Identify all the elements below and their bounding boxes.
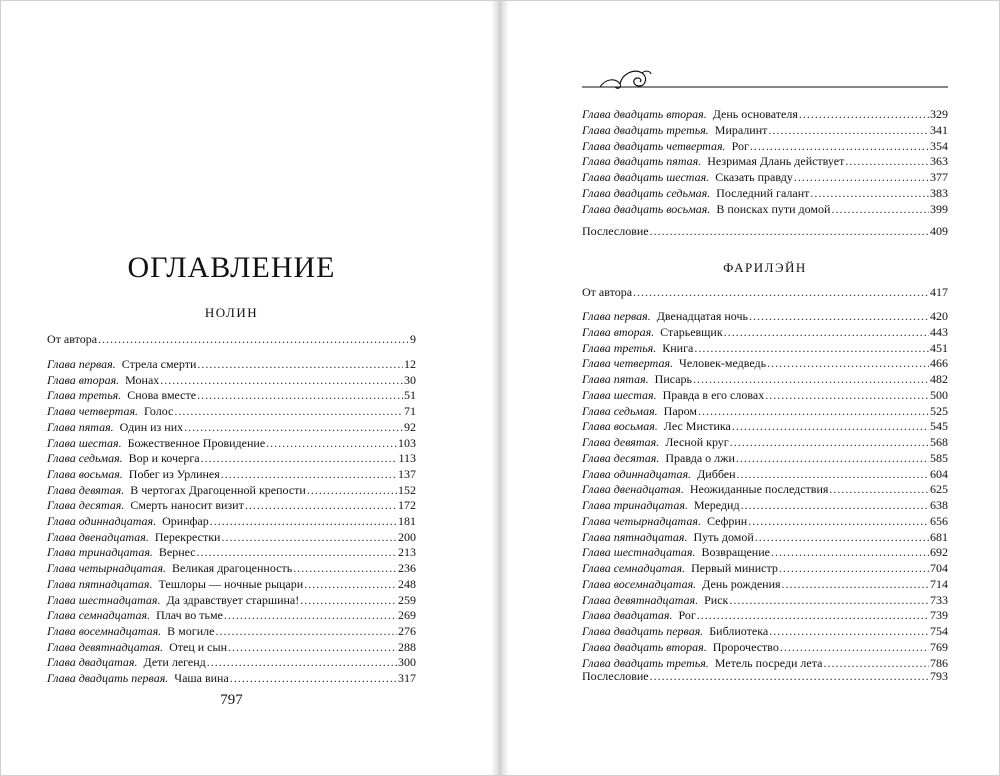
toc-entry-chapter: Глава двенадцатая. xyxy=(582,482,684,497)
toc-entry-title: Божественное Провидение xyxy=(127,435,266,450)
leader-dots xyxy=(230,670,397,686)
toc-entry-chapter: Глава одиннадцатая. xyxy=(47,514,157,528)
leader-dots xyxy=(174,403,403,419)
toc-entry-title: Возвращение xyxy=(701,545,770,560)
toc-entry-title: Риск xyxy=(704,592,729,607)
toc-entry-title: Голос xyxy=(144,404,174,419)
toc-entry-page: 681 xyxy=(930,529,948,544)
toc-entry xyxy=(582,450,948,466)
toc-entry-chapter: Глава двадцать седьмая. xyxy=(582,186,711,200)
toc-entry-chapter: Глава пятнадцатая. xyxy=(582,529,688,544)
toc-entry-title: Да здравствует старшина! xyxy=(166,592,300,607)
toc-entry-page: 236 xyxy=(398,561,416,576)
toc-entry-page: 585 xyxy=(930,450,948,465)
toc-entry-page: 399 xyxy=(930,201,948,216)
toc-entry-chapter: Глава четвертая. xyxy=(582,356,674,371)
toc-entry-chapter: Глава седьмая. xyxy=(47,451,123,466)
toc-entry-afterword xyxy=(582,668,948,684)
toc-entry xyxy=(47,387,416,403)
toc-entry-page: 383 xyxy=(930,186,948,200)
toc-entry-chapter: Глава десятая. xyxy=(47,498,125,513)
toc-entry-page: 786 xyxy=(930,655,948,670)
toc-entry xyxy=(582,576,948,592)
toc-entry xyxy=(47,670,416,686)
toc-entry-page: 377 xyxy=(930,170,948,185)
toc-entry xyxy=(582,340,948,356)
leader-dots xyxy=(736,450,929,466)
toc-entry-chapter: Глава десятая. xyxy=(582,450,660,465)
toc-entry-page: 769 xyxy=(930,639,948,654)
toc-entry xyxy=(582,403,948,419)
toc-entry-chapter: Глава шестнадцатая. xyxy=(47,592,161,607)
toc-entry-title: Писарь xyxy=(654,372,693,386)
toc-entry-page: 300 xyxy=(398,655,416,670)
toc-entry-chapter: Глава двадцать вторая. xyxy=(582,639,707,654)
leader-dots xyxy=(693,371,929,387)
toc-entry-chapter: Глава третья. xyxy=(582,340,657,355)
toc-entry-title: Послесловие xyxy=(582,224,649,238)
toc-entry-page: 420 xyxy=(930,309,948,323)
leader-dots xyxy=(755,529,929,545)
toc-entry-title: Старьевщик xyxy=(660,324,723,339)
toc-entry-page: 152 xyxy=(398,482,416,497)
toc-entry-page: 259 xyxy=(398,592,416,607)
toc-entry-page: 625 xyxy=(930,482,948,497)
leader-dots xyxy=(831,201,929,217)
leader-dots xyxy=(829,481,929,497)
toc-entry-title: День основателя xyxy=(712,107,798,121)
toc-entry-chapter: Глава восьмая. xyxy=(582,419,658,434)
toc-entry xyxy=(47,592,416,608)
toc-entry-chapter: Глава двадцать третья. xyxy=(582,122,709,137)
leader-dots xyxy=(184,419,403,435)
toc-entry-chapter: Глава двадцатая. xyxy=(47,655,138,670)
toc-entry xyxy=(47,654,416,670)
leader-dots xyxy=(160,372,403,388)
section-title-nolin: НОЛИН xyxy=(204,305,259,320)
flourish-ornament xyxy=(582,64,948,94)
toc-entry-chapter: Глава вторая. xyxy=(582,324,655,339)
toc-entry-page: 692 xyxy=(930,545,948,560)
leader-dots xyxy=(698,403,929,419)
toc-entry-title: День рождения xyxy=(702,576,781,591)
toc-entry xyxy=(582,308,948,324)
toc-entry-chapter: Глава двадцатая. xyxy=(582,608,673,623)
toc-entry-page: 200 xyxy=(398,529,416,544)
toc-entry-chapter: Глава девятнадцатая. xyxy=(47,639,164,654)
toc-entry-page: 704 xyxy=(930,561,948,575)
toc-entry-title: Последний галант xyxy=(716,186,810,200)
toc-entry-title: Вернес xyxy=(158,545,196,560)
toc-entry-chapter: Глава девятая. xyxy=(582,435,660,449)
toc-entry xyxy=(582,560,948,576)
toc-entry-page: 525 xyxy=(930,403,948,418)
toc-entry xyxy=(47,497,416,513)
leader-dots xyxy=(794,169,929,185)
toc-entry-title: В поисках пути домой xyxy=(716,201,831,216)
toc-entry-title: Монах xyxy=(125,372,160,387)
leader-dots xyxy=(730,434,929,450)
toc-entry-chapter: Глава семнадцатая. xyxy=(47,608,151,623)
toc-entry-title: Плач во тьме xyxy=(156,608,223,623)
toc-entry-intro xyxy=(582,284,948,300)
toc-entry xyxy=(47,403,416,419)
toc-entry-page: 181 xyxy=(398,514,416,528)
toc-entry-page: 451 xyxy=(930,340,948,355)
toc-entry-page: 341 xyxy=(930,122,948,137)
toc-entry-title: Лесной круг xyxy=(665,435,729,449)
leader-dots xyxy=(245,497,397,513)
leader-dots xyxy=(771,544,929,560)
toc-entry-chapter: Глава восемнадцатая. xyxy=(582,576,697,591)
toc-entry-intro xyxy=(47,331,416,347)
toc-entry-title: Великая драгоценность xyxy=(171,561,293,576)
toc-entry-chapter: Глава четырнадцатая. xyxy=(582,513,701,528)
toc-entry-page: 113 xyxy=(398,451,416,466)
toc-entry-page: 417 xyxy=(930,285,948,299)
toc-entry-page: 137 xyxy=(398,466,416,481)
toc-entry-page: 248 xyxy=(398,576,416,591)
toc-entry-page: 172 xyxy=(398,498,416,513)
toc-entry-chapter: Глава четырнадцатая. xyxy=(47,561,166,576)
toc-entry-title: Пророчество xyxy=(712,639,779,654)
leader-dots xyxy=(197,356,403,372)
toc-entry-title: В чертогах Драгоценной крепости xyxy=(130,482,306,497)
toc-entry-chapter: Глава двадцать вторая. xyxy=(582,107,707,121)
toc-entry-chapter: Глава двадцать третья. xyxy=(582,655,709,670)
toc-entry-title: Неожиданные последствия xyxy=(689,482,829,497)
toc-entry-chapter: Глава девятнадцатая. xyxy=(582,592,699,607)
toc-entry-title: Правда в его словах xyxy=(662,387,765,402)
leader-dots xyxy=(782,576,929,592)
toc-entry-page: 793 xyxy=(930,669,948,683)
leader-dots xyxy=(845,153,929,169)
toc-entry-title: Один из них xyxy=(119,419,184,434)
toc-entry-title: Сказать правду xyxy=(715,170,793,185)
toc-entry-title: Рог xyxy=(678,608,696,623)
toc-entry-chapter: Глава шестая. xyxy=(582,387,657,402)
toc-entry-page: 754 xyxy=(930,624,948,638)
toc-heading: ОГЛАВЛЕНИЕ xyxy=(127,251,336,284)
toc-entry-page: 9 xyxy=(410,332,416,346)
toc-entry-title: Отец и сын xyxy=(169,639,227,654)
leader-dots xyxy=(221,466,397,482)
toc-entry-chapter: Глава двадцать пятая. xyxy=(582,154,702,169)
toc-entry-title: От автора xyxy=(47,332,98,346)
leader-dots xyxy=(266,435,397,451)
toc-entry-page: 739 xyxy=(930,608,948,623)
toc-entry-title: Путь домой xyxy=(693,529,754,544)
leader-dots xyxy=(748,513,929,529)
leader-dots xyxy=(697,607,929,623)
toc-entry xyxy=(47,466,416,482)
toc-entry-page: 92 xyxy=(404,419,416,434)
toc-entry xyxy=(582,355,948,371)
toc-entry-chapter: Глава девятая. xyxy=(47,482,125,497)
toc-entry xyxy=(47,529,416,545)
toc-entry-title: Снова вместе xyxy=(127,388,197,403)
toc-entry xyxy=(582,434,948,450)
page-number: 797 xyxy=(220,692,243,708)
toc-entry xyxy=(47,623,416,639)
leader-dots xyxy=(780,639,929,655)
leader-dots xyxy=(729,592,929,608)
toc-entry-page: 354 xyxy=(930,138,948,153)
toc-entry-page: 269 xyxy=(398,608,416,623)
leader-dots xyxy=(799,106,929,122)
toc-entry-page: 276 xyxy=(398,623,416,638)
toc-entry xyxy=(47,639,416,655)
toc-entry-page: 213 xyxy=(398,545,416,560)
leader-dots xyxy=(300,592,397,608)
toc-entry-title: Дети легенд xyxy=(143,655,206,670)
leader-dots xyxy=(304,576,397,592)
toc-entry xyxy=(582,371,948,387)
toc-entry-page: 103 xyxy=(398,435,416,450)
toc-entry xyxy=(582,122,948,138)
toc-entry-title: Чаша вина xyxy=(174,671,229,685)
toc-entry-title: Паром xyxy=(663,403,698,418)
toc-entry-page: 638 xyxy=(930,498,948,512)
toc-entry-page: 714 xyxy=(930,576,948,591)
leader-dots xyxy=(307,482,397,498)
toc-entry-title: От автора xyxy=(582,285,633,299)
toc-entry-title: Двенадцатая ночь xyxy=(656,309,748,323)
toc-entry xyxy=(582,106,948,122)
toc-entry xyxy=(582,607,948,623)
toc-entry-title: Книга xyxy=(662,340,694,355)
toc-entry-title: Стрела смерти xyxy=(121,357,197,371)
leader-dots xyxy=(694,340,929,356)
toc-entry-page: 733 xyxy=(930,592,948,607)
toc-entry-title: Побег из Урлинея xyxy=(128,466,220,481)
toc-entry-page: 329 xyxy=(930,107,948,121)
leader-dots xyxy=(221,529,397,545)
toc-entry-title: Рог xyxy=(731,138,749,153)
leader-dots xyxy=(767,355,929,371)
toc-entry-chapter: Глава двадцать восьмая. xyxy=(582,201,711,216)
leader-dots xyxy=(633,284,929,300)
toc-entry xyxy=(582,497,948,513)
leader-dots xyxy=(98,331,409,347)
toc-entry-chapter: Глава первая. xyxy=(582,309,651,323)
toc-entry xyxy=(582,466,948,482)
leader-dots xyxy=(293,560,397,576)
toc-entry-chapter: Глава тринадцатая. xyxy=(47,545,153,560)
toc-entry-chapter: Глава шестая. xyxy=(47,435,122,450)
leader-dots xyxy=(810,185,929,201)
leader-dots xyxy=(210,513,397,529)
leader-dots xyxy=(650,223,929,239)
toc-entry-chapter: Глава третья. xyxy=(47,388,122,403)
toc-entry xyxy=(47,435,416,451)
toc-entry-page: 71 xyxy=(404,404,416,419)
toc-entry-title: Послесловие xyxy=(582,669,649,683)
toc-entry xyxy=(582,418,948,434)
toc-entry-title: Библиотека xyxy=(709,624,769,638)
toc-entry xyxy=(582,481,948,497)
toc-entry-title: Первый министр xyxy=(691,561,778,575)
leader-dots xyxy=(769,623,929,639)
toc-entry-page: 409 xyxy=(930,224,948,238)
toc-entry xyxy=(582,185,948,201)
toc-entry-page: 568 xyxy=(930,435,948,449)
toc-entry-page: 604 xyxy=(930,466,948,481)
toc-entry-page: 288 xyxy=(398,639,416,654)
toc-entry xyxy=(47,450,416,466)
toc-entry-afterword xyxy=(582,223,948,239)
leader-dots xyxy=(207,654,397,670)
toc-entry-page: 656 xyxy=(930,513,948,528)
leader-dots xyxy=(197,387,403,403)
toc-entry-title: Мередид xyxy=(693,498,740,512)
toc-entry-chapter: Глава одиннадцатая. xyxy=(582,466,692,481)
leader-dots xyxy=(779,560,929,576)
toc-entry xyxy=(47,576,416,592)
leader-dots xyxy=(749,308,929,324)
toc-entry xyxy=(47,607,416,623)
toc-entry-page: 466 xyxy=(930,356,948,371)
toc-entry-chapter: Глава седьмая. xyxy=(582,403,658,418)
leader-dots xyxy=(750,138,929,154)
toc-entry xyxy=(582,592,948,608)
leader-dots xyxy=(224,607,397,623)
toc-entry-page: 363 xyxy=(930,154,948,169)
toc-entry xyxy=(47,560,416,576)
toc-entry xyxy=(47,513,416,529)
toc-entry xyxy=(47,482,416,498)
toc-entry-chapter: Глава двадцать первая. xyxy=(582,624,704,638)
toc-entry xyxy=(582,529,948,545)
toc-entry xyxy=(582,513,948,529)
toc-entry-chapter: Глава семнадцатая. xyxy=(582,561,686,575)
toc-entry-chapter: Глава четвертая. xyxy=(47,404,139,419)
toc-entry-chapter: Глава пятая. xyxy=(582,372,649,386)
toc-entry-chapter: Глава первая. xyxy=(47,357,116,371)
toc-entry-page: 51 xyxy=(404,388,416,403)
toc-entry-title: Незримая Длань действует xyxy=(707,154,845,169)
toc-entry-page: 482 xyxy=(930,372,948,386)
section-title-farilein: ФАРИЛЭЙН xyxy=(723,260,807,275)
toc-entry xyxy=(47,544,416,560)
toc-entry-title: Тешлоры — ночные рыцари xyxy=(158,576,304,591)
toc-entry-title: Миралинт xyxy=(714,122,768,137)
toc-entry xyxy=(582,387,948,403)
toc-entry-title: Правда о лжи xyxy=(665,450,735,465)
toc-entry-chapter: Глава пятая. xyxy=(47,419,114,434)
toc-entry xyxy=(47,356,416,372)
leader-dots xyxy=(741,497,929,513)
leader-dots xyxy=(737,466,929,482)
toc-entry xyxy=(582,623,948,639)
toc-entry-title: Перекрестки xyxy=(154,529,221,544)
toc-entry xyxy=(47,372,416,388)
toc-entry xyxy=(582,138,948,154)
toc-entry-page: 12 xyxy=(404,357,416,371)
leader-dots xyxy=(201,450,398,466)
toc-entry-title: Сефрин xyxy=(706,513,748,528)
toc-entry-chapter: Глава двадцать шестая. xyxy=(582,170,710,185)
toc-entry-chapter: Глава двенадцатая. xyxy=(47,529,149,544)
toc-entry-page: 443 xyxy=(930,324,948,339)
leader-dots xyxy=(197,544,397,560)
toc-entry-title: Смерть наносит визит xyxy=(130,498,244,513)
toc-entry-chapter: Глава двадцать четвертая. xyxy=(582,138,726,153)
toc-entry-title: Вор и кочерга xyxy=(128,451,200,466)
toc-entry-title: В могиле xyxy=(167,623,215,638)
toc-entry-chapter: Глава двадцать первая. xyxy=(47,671,169,685)
leader-dots xyxy=(650,668,929,684)
toc-entry-title: Оринфар xyxy=(162,514,209,528)
toc-entry-page: 545 xyxy=(930,419,948,434)
toc-entry-chapter: Глава восемнадцатая. xyxy=(47,623,162,638)
toc-entry xyxy=(47,419,416,435)
leader-dots xyxy=(768,122,929,138)
toc-entry-chapter: Глава тринадцатая. xyxy=(582,498,688,512)
leader-dots xyxy=(228,639,397,655)
toc-entry-page: 500 xyxy=(930,387,948,402)
toc-entry xyxy=(582,544,948,560)
toc-entry-title: Человек-медведь xyxy=(679,356,767,371)
toc-entry-chapter: Глава вторая. xyxy=(47,372,120,387)
toc-entry xyxy=(582,639,948,655)
toc-entry-title: Метель посреди лета xyxy=(714,655,823,670)
toc-entry xyxy=(582,153,948,169)
leader-dots xyxy=(724,324,929,340)
toc-entry-page: 317 xyxy=(398,671,416,685)
toc-entry-page: 30 xyxy=(404,372,416,387)
toc-entry xyxy=(582,201,948,217)
leader-dots xyxy=(765,387,929,403)
leader-dots xyxy=(732,418,929,434)
toc-entry-chapter: Глава восьмая. xyxy=(47,466,123,481)
leader-dots xyxy=(215,623,397,639)
toc-entry-chapter: Глава шестнадцатая. xyxy=(582,545,696,560)
toc-entry-chapter: Глава пятнадцатая. xyxy=(47,576,153,591)
toc-entry xyxy=(582,324,948,340)
toc-entry-title: Лес Мистика xyxy=(663,419,731,434)
toc-entry-title: Диббен xyxy=(697,466,736,481)
toc-entry xyxy=(582,169,948,185)
book-gutter xyxy=(491,0,509,776)
